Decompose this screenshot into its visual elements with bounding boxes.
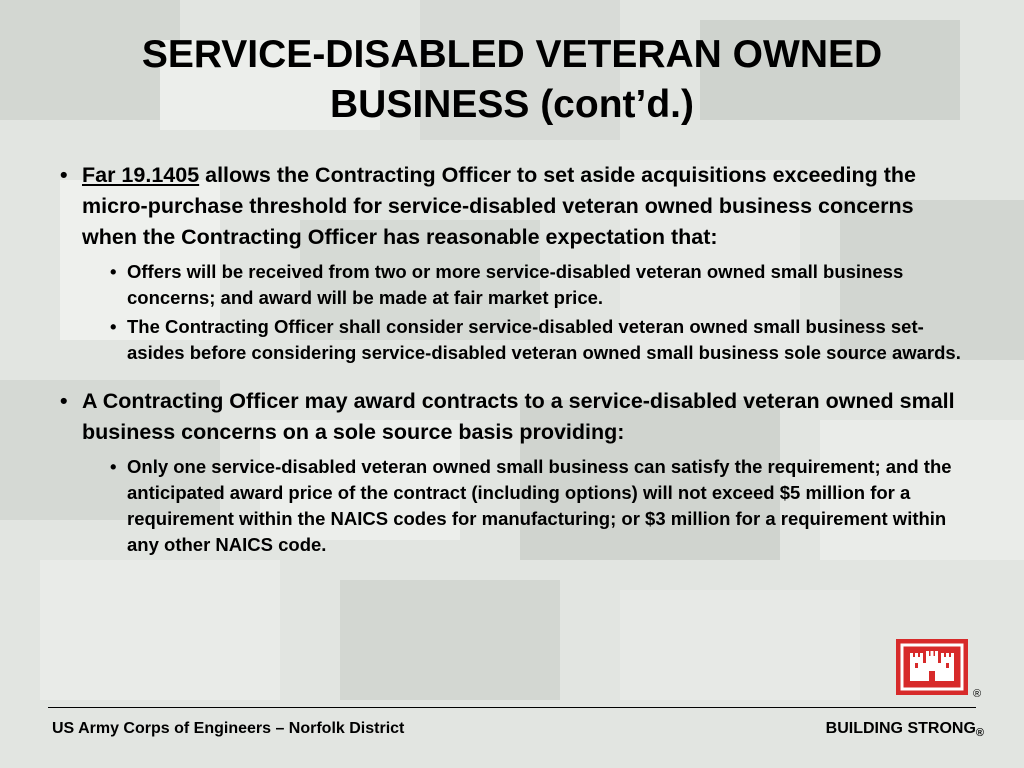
footer-tagline-text: BUILDING STRONG: [825, 720, 976, 737]
sub-bullet-marker: •: [110, 456, 117, 477]
far-19-1405-link[interactable]: Far 19.1405: [82, 163, 200, 187]
bullet-1: [60, 160, 965, 253]
bullet-2-text: A Contracting Officer may award contracts to a service-disabled veteran owned small business concerns on a sole source basis providing:: [82, 389, 955, 444]
sub-bullet-2-1: [60, 454, 965, 558]
sub-bullet-1-1-text: Offers will be received from two or more service-disabled veteran owned small business concerns; and award will be made at fair market price.: [127, 261, 904, 308]
sub-bullet-marker: •: [110, 261, 117, 282]
sub-bullet-1-2-text: The Contracting Officer shall consider service-disabled veteran owned small business set-asides before considering service-disabled veteran owned small business sole source awards.: [127, 316, 961, 363]
footer-registered-mark: ®: [975, 727, 984, 739]
bullet-2: [60, 386, 965, 448]
sub-bullet-marker: •: [110, 316, 117, 337]
footer-organization: US Army Corps of Engineers – Norfolk District: [52, 720, 405, 737]
footer-divider: [48, 707, 976, 708]
bullet-marker: •: [60, 163, 68, 187]
slide-title: SERVICE-DISABLED VETERAN OWNED BUSINESS (cont’d.): [141, 33, 883, 126]
bullet-1-text: allows the Contracting Officer to set aside acquisitions exceeding the micro-purchase threshold for service-disabled veteran owned business concerns when the Contracting Officer has reasonable expectation that:: [82, 163, 916, 249]
sub-bullet-1-1: [60, 259, 965, 311]
bullet-2-sublist: [60, 454, 965, 558]
sub-bullet-1-2: [60, 314, 965, 366]
usace-castle-logo-icon: [896, 639, 968, 695]
footer-tagline: [826, 720, 984, 739]
logo-registered-mark: ®: [973, 688, 982, 700]
bullet-1-sublist: [60, 259, 965, 366]
sub-bullet-2-1-text: Only one service-disabled veteran owned small business can satisfy the requirement; and the anticipated award price of the contract (including options) will not exceed $5 million for a requirement within the NAICS codes for manufacturing; or $3 million for a requirement within any other NAICS code.: [127, 456, 952, 555]
slide-body: [60, 160, 965, 558]
bullet-marker: •: [60, 389, 68, 413]
